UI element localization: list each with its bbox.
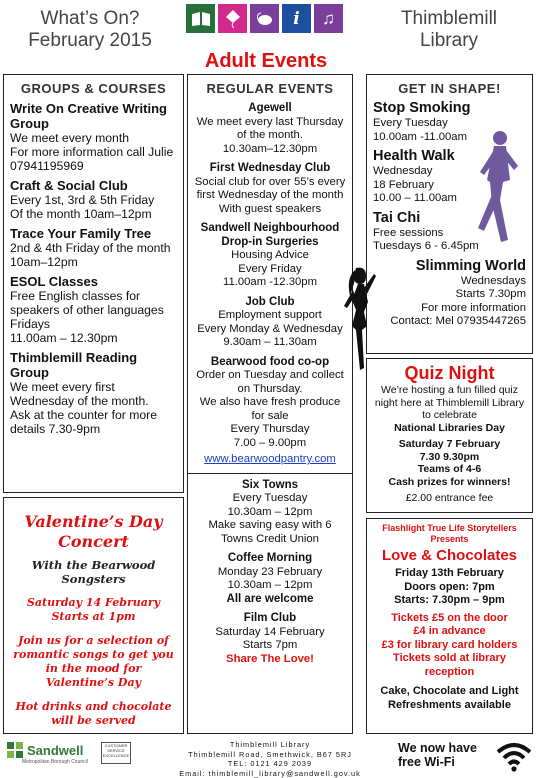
library-address — [155, 740, 385, 778]
runner-silhouette-icon — [470, 130, 526, 246]
list-item — [188, 479, 352, 547]
love-start: Starts: 7.30pm – 9pm — [394, 594, 505, 606]
shape-heading: GET IN SHAPE! — [398, 81, 501, 96]
valentine-panel — [3, 497, 184, 734]
love-presenter: Flashlight True Life Storytellers Presents — [382, 523, 517, 544]
valentine-title: Valentine’s Day Concert — [24, 512, 163, 551]
header-library — [374, 8, 524, 52]
valentine-day: Saturday 14 February — [26, 596, 161, 609]
item-text: We meet every first Wednesday of the month. — [10, 380, 149, 408]
item-text: Starts 7pm — [242, 639, 298, 651]
love-refreshments: Cake, Chocolate and Light Refreshments available — [380, 685, 519, 711]
item-text: With guest speakers — [218, 202, 322, 215]
valentine-refreshments: Hot drinks and chocolate will be served — [15, 700, 172, 727]
item-title: Thimblemill Reading Group — [10, 350, 138, 380]
quiz-intro: We’re hosting a fun filled quiz night here at Thimblemill Library to celebrate — [374, 384, 525, 421]
sandwell-mark-icon — [6, 741, 24, 759]
item-text: Saturday 14 February — [215, 625, 325, 638]
item-text: Of the month 10am–12pm — [10, 207, 152, 221]
woman-silhouette-icon — [340, 266, 378, 372]
valentine-invite: Join us for a selection of romantic songs to get you in the mood for Valentine’s Day — [13, 634, 174, 689]
item-title: Tai Chi — [373, 209, 421, 226]
item-title: Stop Smoking — [373, 100, 471, 116]
groups-courses-panel — [3, 74, 184, 493]
item-text: For more information call Julie 07941195969 — [10, 145, 174, 173]
love-doors: Doors open: 7pm — [404, 580, 495, 593]
item-text: 11.00am – 12.30pm — [10, 331, 118, 345]
quiz-date: Saturday 7 February — [398, 438, 501, 450]
item-text: 9.30am – 11.30am — [223, 336, 317, 348]
valentine-time: Starts at 1pm — [51, 610, 136, 623]
quiz-title: Quiz Night — [404, 363, 495, 383]
list-item — [4, 178, 183, 221]
book-icon — [186, 4, 215, 33]
item-title: Trace Your Family Tree — [10, 226, 152, 241]
love-ticket-card: £3 for library card holders — [381, 638, 518, 651]
quiz-prizes: Cash prizes for winners! — [388, 475, 511, 488]
item-text: 2nd & 4th Friday of the month 10am–12pm — [10, 241, 171, 269]
valentine-date — [4, 596, 183, 624]
quiz-fee: £2.00 entrance fee — [405, 492, 494, 504]
item-text: Every Tuesday — [373, 117, 448, 129]
page-title: Adult Events — [204, 50, 328, 72]
groups-heading: GROUPS & COURSES — [20, 81, 167, 96]
item-title: Sandwell Neighbourhood Drop-in Surgeries — [200, 222, 340, 248]
list-item — [4, 226, 183, 269]
wifi-line1: We now have — [398, 741, 477, 755]
item-text: Monday 23 February — [217, 565, 323, 578]
wifi-icon — [496, 740, 532, 772]
item-text: Social club for over 55’s every first Wednesday of the month — [194, 175, 346, 201]
item-title: Coffee Morning — [227, 552, 313, 564]
regular-events-panel — [187, 74, 353, 734]
item-text: Ask at the counter for more details 7.30-9pm — [10, 408, 157, 436]
item-text: Every 1st, 3rd & 5th Friday — [10, 193, 155, 207]
library-name-line1: Thimblemill — [400, 8, 498, 29]
list-item — [188, 222, 352, 290]
bearwood-pantry-link[interactable]: www.bearwoodpantry.com — [204, 453, 336, 465]
love-ticket-door: Tickets £5 on the door — [391, 611, 508, 624]
item-text: Employment support — [218, 309, 322, 321]
item-text: Contact: Mel 07935447265 — [390, 315, 526, 327]
mouse-icon — [250, 4, 279, 33]
item-text: We also have fresh produce for sale — [199, 396, 341, 422]
item-title: First Wednesday Club — [209, 162, 331, 174]
love-chocolates-panel — [366, 518, 533, 734]
info-icon: i — [282, 4, 311, 33]
list-item — [188, 552, 352, 606]
item-text: For more information — [421, 301, 526, 314]
love-date: Friday 13th February — [395, 567, 504, 579]
header-date — [10, 8, 170, 52]
item-title: Bearwood food co-op — [210, 355, 330, 368]
address-phone: TEL: 0121 429 2039 — [227, 759, 313, 768]
love-ticket-sales: Tickets sold at library reception — [393, 652, 506, 678]
list-item — [188, 612, 352, 666]
item-text: 11.00am -12.30pm — [223, 276, 317, 288]
quiz-night-panel — [366, 358, 533, 513]
address-name: Thimblemill Library — [229, 740, 311, 749]
quiz-teams: Teams of 4-6 — [417, 463, 482, 475]
kite-icon — [218, 4, 247, 33]
item-title: Job Club — [245, 295, 295, 308]
item-title: Slimming World — [415, 257, 526, 274]
item-text: Every Friday — [238, 262, 302, 275]
address-street: Thimblemill Road, Smethwick, B67 5RJ — [188, 749, 352, 759]
item-text: 18 February — [373, 178, 434, 191]
quiz-occasion: National Libraries Day — [394, 421, 505, 434]
item-text: 10.30am – 12pm — [227, 505, 313, 518]
valentine-performers: With the Bearwood Songsters — [31, 558, 156, 586]
list-item — [188, 102, 352, 156]
item-title: Craft & Social Club — [10, 178, 128, 193]
regular-heading: REGULAR EVENTS — [206, 81, 334, 96]
wifi-line2: free Wi-Fi — [398, 755, 455, 769]
music-icon: ♫ — [314, 4, 343, 33]
sandwell-name: Sandwell — [27, 742, 84, 758]
item-text: 10.30am–12.30pm — [222, 142, 318, 155]
item-text: Housing Advice — [231, 249, 309, 261]
wifi-notice — [398, 741, 477, 769]
love-ticket-advance: £4 in advance — [413, 625, 486, 637]
item-title: Agewell — [248, 102, 292, 114]
item-text: Wednesdays — [460, 274, 526, 287]
list-item — [367, 258, 532, 329]
item-text: Free sessions — [373, 226, 444, 239]
footer — [0, 738, 536, 778]
item-text: We meet every month — [10, 131, 129, 145]
love-title: Love & Chocolates — [381, 547, 518, 564]
item-text: 10.30am – 12pm — [227, 579, 313, 591]
item-text: Every Thursday — [230, 423, 310, 435]
list-item — [4, 274, 183, 345]
item-title: Health Walk — [373, 148, 455, 164]
sandwell-logo — [6, 741, 83, 759]
item-text: Every Tuesday — [232, 492, 308, 504]
item-text: 7.00 – 9.00pm — [233, 436, 307, 449]
list-item — [4, 101, 183, 173]
item-text: Make saving easy with 6 Towns Credit Union — [208, 519, 332, 545]
cse-badge: CUSTOMER SERVICE EXCELLENCE — [101, 742, 131, 764]
whats-on-label: What’s On? — [40, 8, 140, 29]
item-title: ESOL Classes — [10, 274, 98, 289]
item-text: We meet every last Thursday of the month. — [196, 115, 344, 141]
month-label: February 2015 — [28, 30, 152, 51]
item-tagline: Share The Love! — [226, 652, 314, 665]
address-email: Email: thimblemill_library@sandwell.gov.uk — [179, 768, 361, 778]
library-name-line2: Library — [419, 30, 479, 51]
item-text: Starts 7.30pm — [455, 288, 526, 300]
item-text: 10.00 – 11.00am — [373, 192, 457, 204]
item-text: 10.00am -11.00am — [373, 130, 467, 143]
item-title: Write On Creative Writing Group — [10, 101, 167, 131]
list-item — [188, 296, 352, 350]
library-icons — [186, 4, 343, 33]
item-title: Six Towns — [241, 478, 299, 491]
item-text: Fridays — [10, 317, 50, 331]
list-item — [188, 356, 352, 467]
item-title: Film Club — [243, 612, 297, 624]
sandwell-tagline: Metropolitan Borough Council — [22, 759, 88, 765]
item-text: Wednesday — [373, 165, 433, 177]
item-note: All are welcome — [226, 592, 314, 605]
item-text: Every Monday & Wednesday — [197, 322, 343, 335]
list-item — [188, 162, 352, 216]
item-text: Order on Tuesday and collect on Thursday. — [196, 369, 344, 395]
list-item — [4, 350, 183, 436]
item-text: Free English classes for speakers of other languages — [10, 289, 164, 317]
quiz-time: 7.30 9.30pm — [419, 450, 480, 463]
item-text: Tuesdays 6 - 6.45pm — [373, 240, 479, 252]
